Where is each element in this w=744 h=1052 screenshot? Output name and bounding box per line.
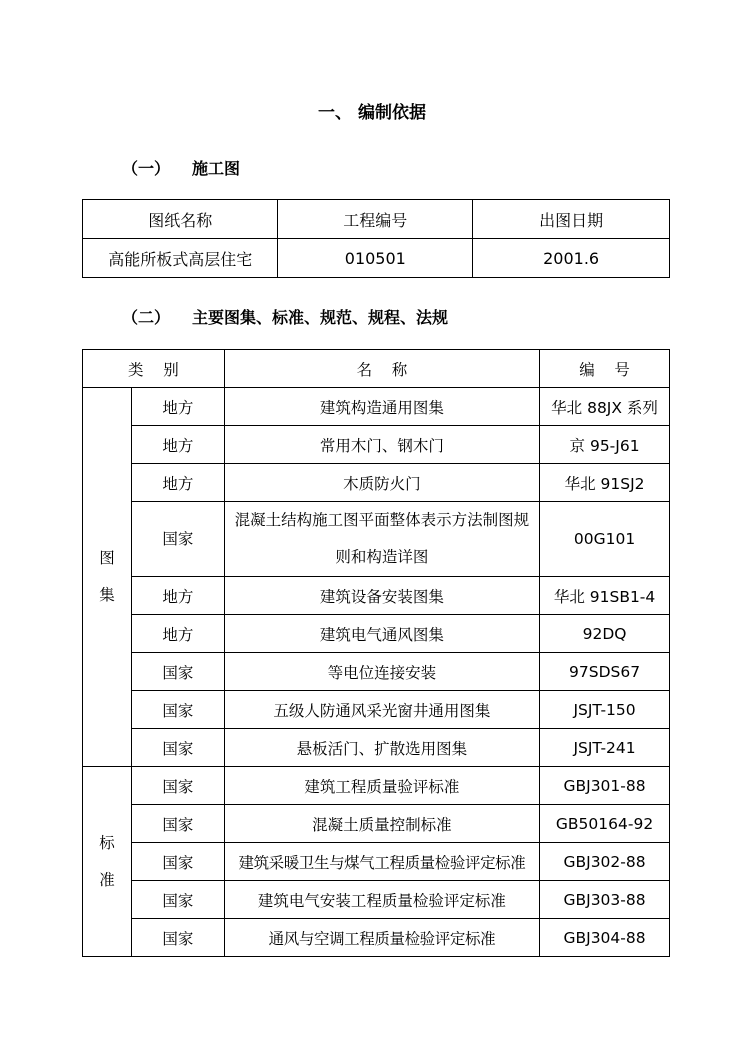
cell-code: GBJ304-88 <box>540 919 670 957</box>
table-row <box>83 388 670 426</box>
cell-issue-date: 2001.6 <box>473 239 670 278</box>
table-row <box>83 502 670 577</box>
cell-code: 华北 88JX 系列 <box>540 388 670 426</box>
table-row <box>83 426 670 464</box>
cell-code: 华北 91SB1-4 <box>540 577 670 615</box>
cell-type: 地方 <box>131 464 224 502</box>
table-row <box>83 653 670 691</box>
header-drawing-name: 图纸名称 <box>83 200 278 239</box>
cell-name: 木质防火门 <box>224 464 539 502</box>
cell-drawing-name: 高能所板式高层住宅 <box>83 239 278 278</box>
cell-type: 地方 <box>131 577 224 615</box>
cell-code: JSJT-150 <box>540 691 670 729</box>
cell-project-number: 010501 <box>278 239 473 278</box>
page-heading: 一、 编制依据 <box>318 103 426 123</box>
drawings-table <box>82 199 670 278</box>
section-2-heading <box>122 305 448 328</box>
cell-name: 建筑电气安装工程质量检验评定标准 <box>224 881 539 919</box>
cell-name: 五级人防通风采光窗井通用图集 <box>224 691 539 729</box>
group-label-standards: 标 准 <box>83 767 132 957</box>
cell-type: 国家 <box>131 805 224 843</box>
cell-name: 建筑电气通风图集 <box>224 615 539 653</box>
cell-code: 华北 91SJ2 <box>540 464 670 502</box>
cell-name: 常用木门、钢木门 <box>224 426 539 464</box>
table-header-row <box>83 200 670 239</box>
table-row <box>83 767 670 805</box>
cell-code: 00G101 <box>540 502 670 577</box>
table-row <box>83 843 670 881</box>
cell-type: 国家 <box>131 881 224 919</box>
section-1-number: （一） <box>122 159 171 178</box>
cell-name: 建筑采暖卫生与煤气工程质量检验评定标准 <box>224 843 539 881</box>
cell-type: 国家 <box>131 729 224 767</box>
cell-code: 京 95-J61 <box>540 426 670 464</box>
cell-name: 建筑构造通用图集 <box>224 388 539 426</box>
cell-name: 悬板活门、扩散选用图集 <box>224 729 539 767</box>
cell-type: 国家 <box>131 843 224 881</box>
cell-name: 建筑工程质量验评标准 <box>224 767 539 805</box>
cell-name: 混凝土结构施工图平面整体表示方法制图规则和构造详图 <box>224 502 539 577</box>
cell-code: GBJ301-88 <box>540 767 670 805</box>
table-row <box>83 729 670 767</box>
cell-type: 国家 <box>131 502 224 577</box>
table-row <box>83 577 670 615</box>
table-header-row <box>83 350 670 388</box>
standards-table <box>82 349 670 957</box>
cell-type: 地方 <box>131 615 224 653</box>
cell-name: 混凝土质量控制标准 <box>224 805 539 843</box>
section-2-number: （二） <box>122 308 171 327</box>
cell-type: 地方 <box>131 426 224 464</box>
header-code: 编 号 <box>540 350 670 388</box>
cell-code: GBJ302-88 <box>540 843 670 881</box>
cell-code: JSJT-241 <box>540 729 670 767</box>
section-1-title: 施工图 <box>192 159 241 178</box>
cell-code: 97SDS67 <box>540 653 670 691</box>
table-row <box>83 464 670 502</box>
table-row <box>83 881 670 919</box>
cell-type: 地方 <box>131 388 224 426</box>
cell-type: 国家 <box>131 653 224 691</box>
cell-type: 国家 <box>131 919 224 957</box>
cell-code: 92DQ <box>540 615 670 653</box>
section-2-title: 主要图集、标准、规范、规程、法规 <box>192 308 449 327</box>
header-category: 类 别 <box>83 350 225 388</box>
table-row <box>83 691 670 729</box>
header-issue-date: 出图日期 <box>473 200 670 239</box>
group-label-atlas: 图 集 <box>83 388 132 767</box>
table-row <box>83 615 670 653</box>
table-row <box>83 239 670 278</box>
header-name: 名 称 <box>224 350 539 388</box>
table-row <box>83 805 670 843</box>
section-1-heading <box>122 156 240 179</box>
cell-type: 国家 <box>131 767 224 805</box>
cell-code: GBJ303-88 <box>540 881 670 919</box>
header-project-number: 工程编号 <box>278 200 473 239</box>
cell-code: GB50164-92 <box>540 805 670 843</box>
cell-name: 通风与空调工程质量检验评定标准 <box>224 919 539 957</box>
table-row <box>83 919 670 957</box>
cell-name: 等电位连接安装 <box>224 653 539 691</box>
cell-name: 建筑设备安装图集 <box>224 577 539 615</box>
cell-type: 国家 <box>131 691 224 729</box>
